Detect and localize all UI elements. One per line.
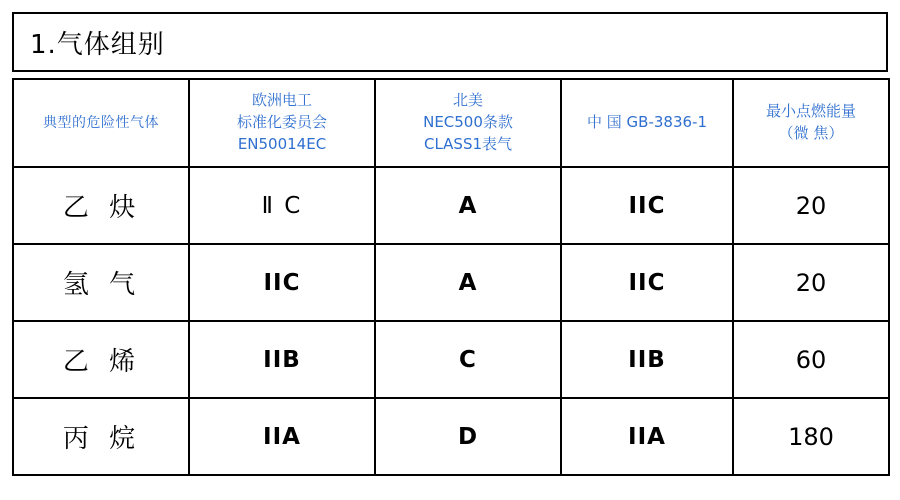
table-row: [13, 321, 889, 398]
cell-cn-code: IIC: [561, 167, 733, 244]
cell-cn-code: IIC: [561, 244, 733, 321]
column-header-northamerica: 北美 NEC500条款 CLASS1表气: [375, 79, 561, 167]
cell-eu-code: IIA: [189, 398, 375, 475]
table-row: [13, 167, 889, 244]
cell-energy: 20: [733, 167, 889, 244]
cell-eu-code: IIC: [189, 244, 375, 321]
cell-gas-name: 氢 气: [13, 244, 189, 321]
cell-gas-name: 乙 炔: [13, 167, 189, 244]
column-header-gas: 典型的危险性气体: [13, 79, 189, 167]
cell-na-code: C: [375, 321, 561, 398]
cell-energy: 60: [733, 321, 889, 398]
column-header-china: 中 国 GB-3836-1: [561, 79, 733, 167]
table-header-row: [13, 79, 889, 167]
table-row: [13, 244, 889, 321]
cell-na-code: A: [375, 244, 561, 321]
cell-cn-code: IIA: [561, 398, 733, 475]
title-box: [12, 12, 888, 72]
page-title: 1.气体组别: [30, 29, 165, 60]
cell-cn-code: IIB: [561, 321, 733, 398]
cell-na-code: D: [375, 398, 561, 475]
cell-energy: 180: [733, 398, 889, 475]
cell-na-code: A: [375, 167, 561, 244]
cell-eu-code: IIB: [189, 321, 375, 398]
cell-gas-name: 丙 烷: [13, 398, 189, 475]
table-row: [13, 398, 889, 475]
cell-eu-code: Ⅱ C: [189, 167, 375, 244]
column-header-energy: 最小点燃能量 （微 焦）: [733, 79, 889, 167]
gas-group-table: [12, 78, 890, 476]
column-header-eu: 欧洲电工 标准化委员会 EN50014EC: [189, 79, 375, 167]
cell-energy: 20: [733, 244, 889, 321]
cell-gas-name: 乙 烯: [13, 321, 189, 398]
